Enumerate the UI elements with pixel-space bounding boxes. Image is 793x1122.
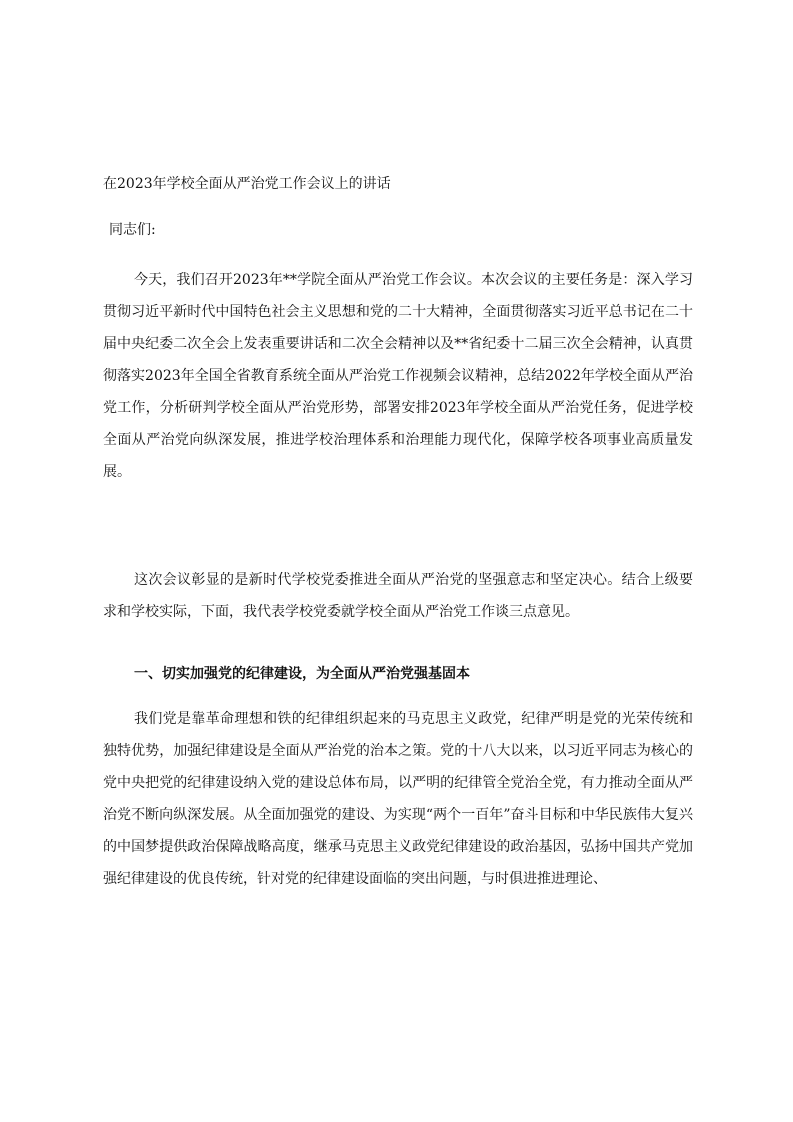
- paragraph-purpose: 这次会议彰显的是新时代学校党委推进全面从严治党的坚强意志和坚定决心。结合上级要求和学校实际，下面，我代表学校党委就学校全面从严治党工作谈三点意见。: [103, 572, 693, 620]
- section-heading-1: 一、切实加强党的纪律建设，为全面从严治党强基固本: [134, 666, 470, 682]
- document-title: 在2023年学校全面从严治党工作会议上的讲话: [103, 176, 391, 192]
- paragraph-section-1: 我们党是靠革命理想和铁的纪律组织起来的马克思主义政党，纪律严明是党的光荣传统和独特优势，加强纪律建设是全面从严治党的治本之策。党的十八大以来，以习近平同志为核心的党中央把党的纪律建设纳入党的建设总体布局，以严明的纪律管全党治全党，有力推动全面从严治党不断向纵深发展。从全面加强党的建设、为实现“两个一百年”奋斗目标和中华民族伟大复兴的中国梦提供政治保障战略高度，继承马克思主义政党纪律建设的政治基因，弘扬中国共产党加强纪律建设的优良传统，针对党的纪律建设面临的突出问题，与时俱进推进理论、: [103, 711, 693, 887]
- salutation: 同志们:: [109, 222, 156, 238]
- paragraph-opening: 今天，我们召开2023年**学院全面从严治党工作会议。本次会议的主要任务是：深入学习贯彻习近平新时代中国特色社会主义思想和党的二十大精神，全面贯彻落实习近平总书记在二十届中央纪委二次全会上发表重要讲话和二次全会精神以及**省纪委十二届三次全会精神，认真贯彻落实2023年全国全省教育系统全面从严治党工作视频会议精神，总结2022年学校全面从严治党工作，分析研判学校全面从严治党形势，部署安排2023年学校全面从严治党任务，促进学校全面从严治党向纵深发展，推进学校治理体系和治理能力现代化，保障学校各项事业高质量发展。: [103, 272, 693, 480]
